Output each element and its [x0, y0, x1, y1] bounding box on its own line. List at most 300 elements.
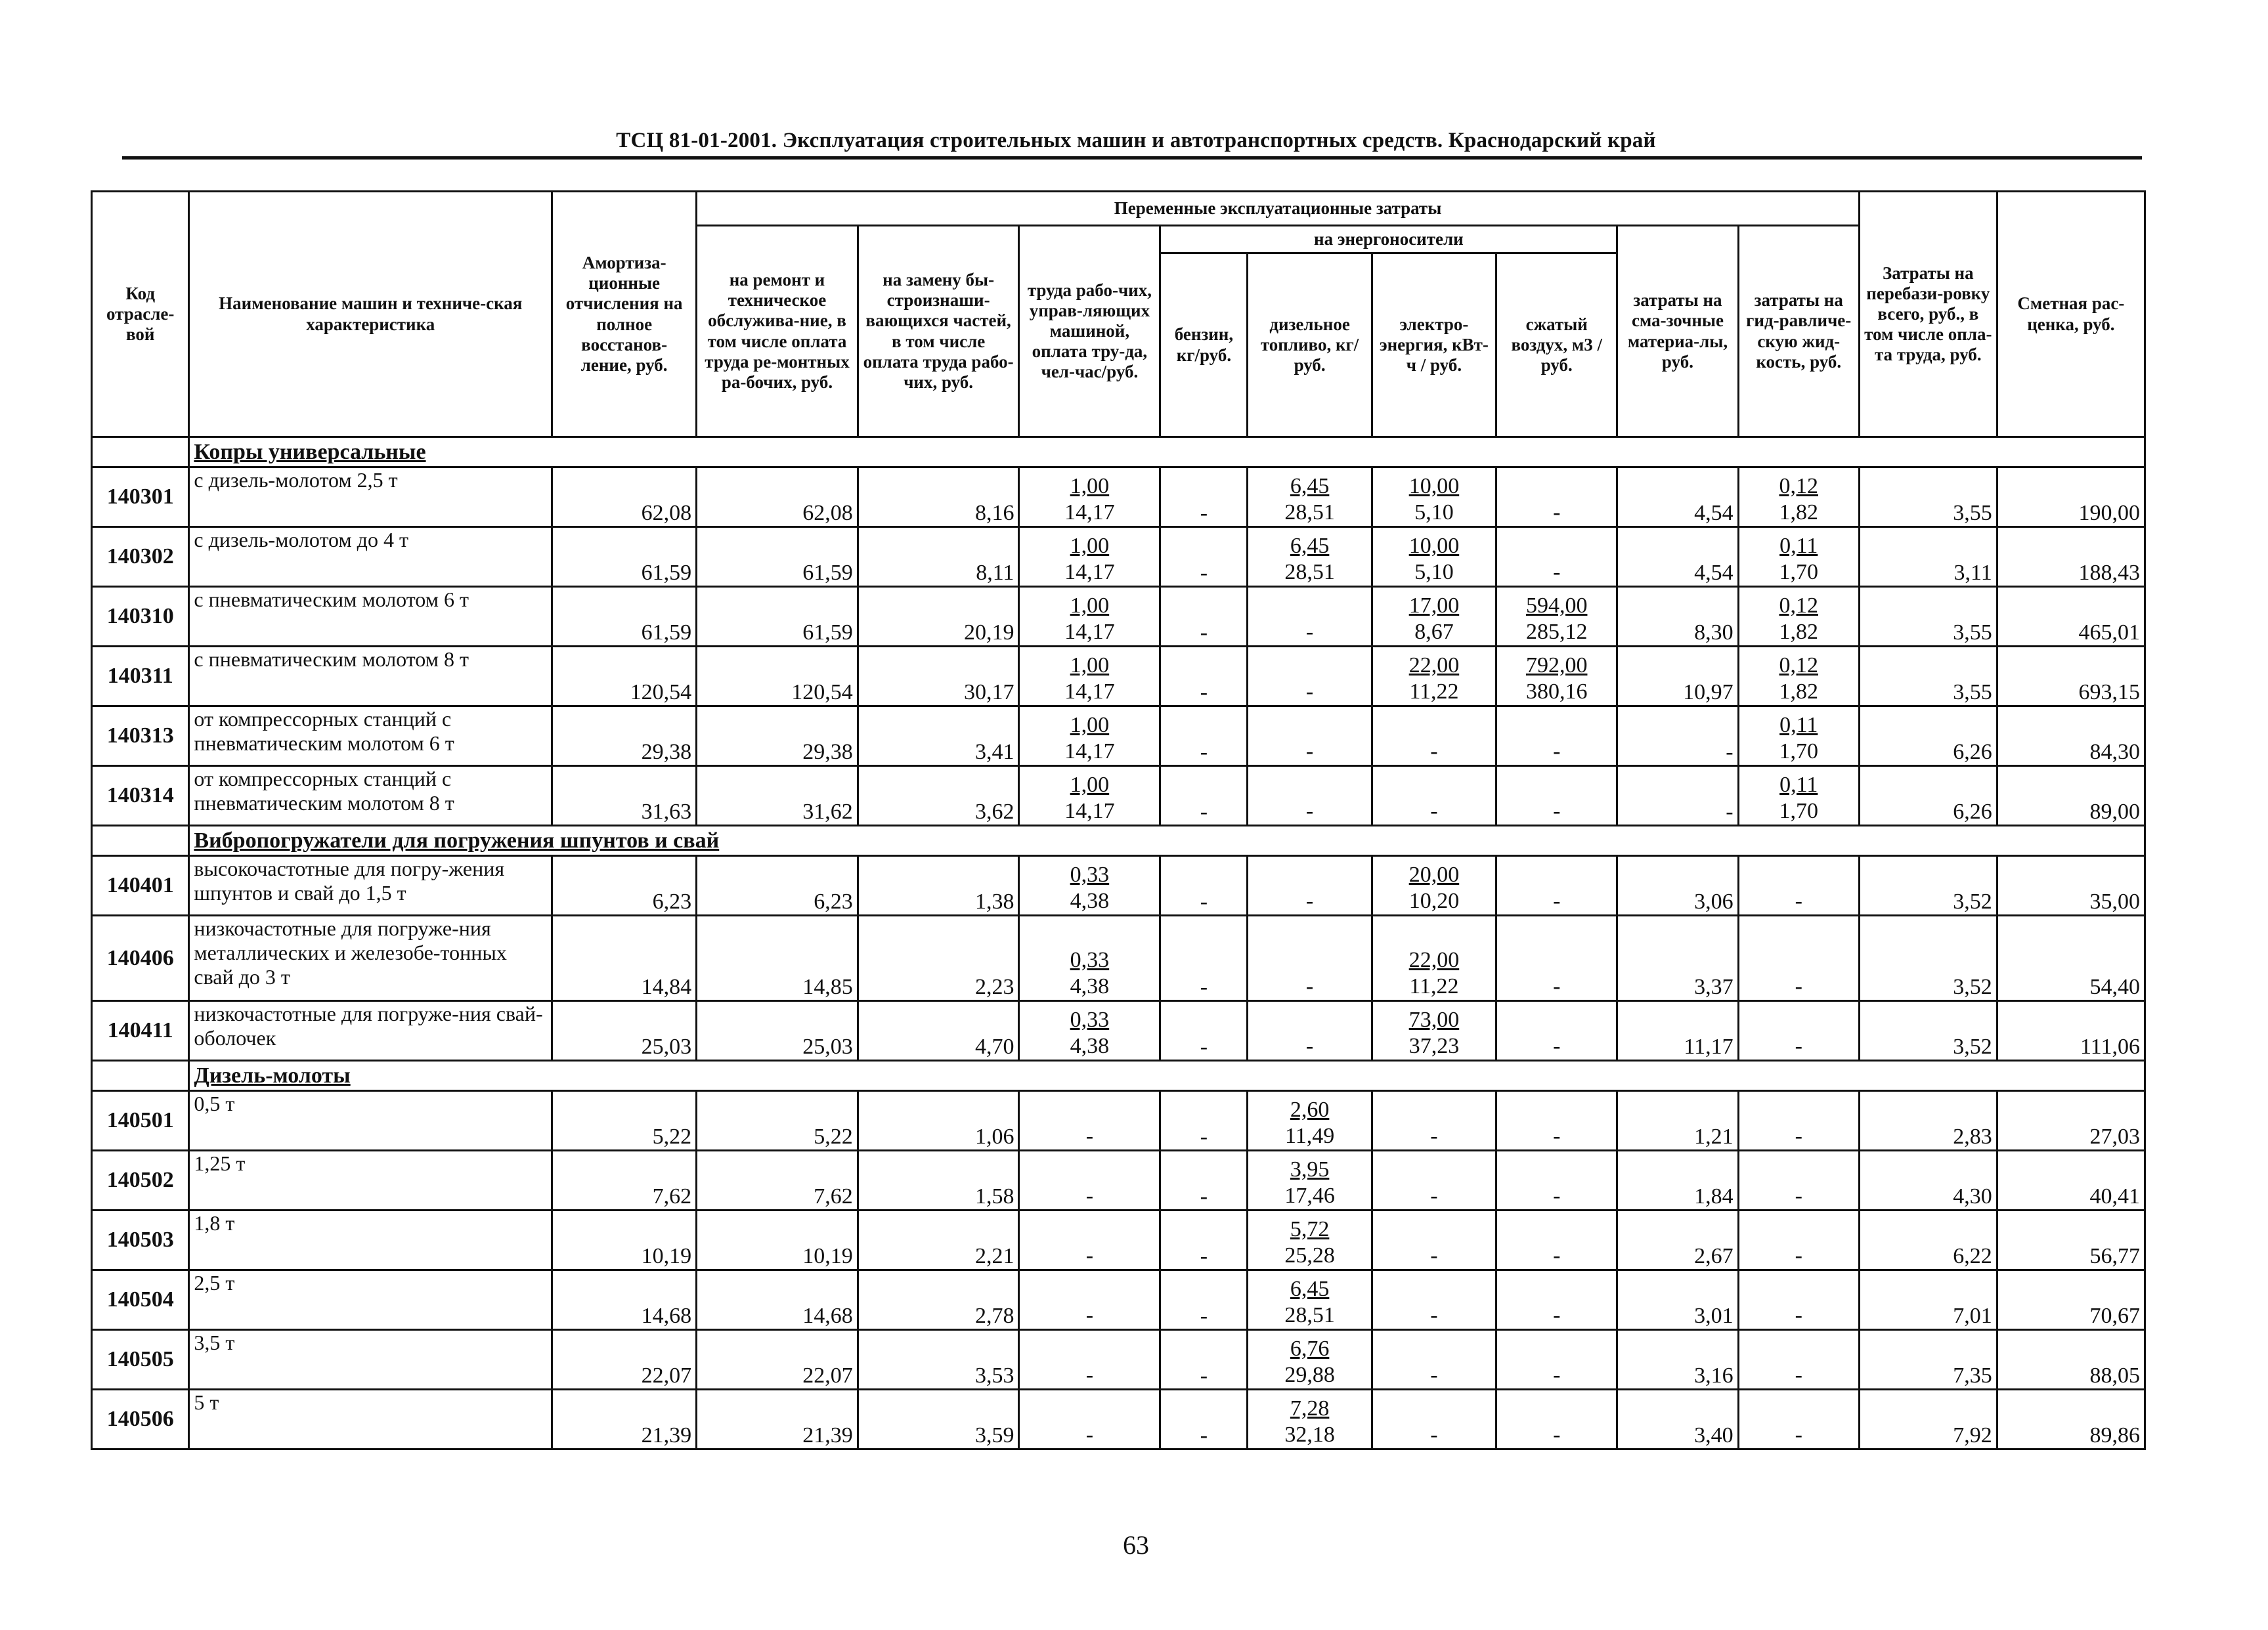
cell-air	[1496, 647, 1617, 706]
cell-lubricants: 8,30	[1617, 587, 1738, 647]
table-row	[92, 1001, 2145, 1061]
cell-parts: 3,41	[858, 706, 1019, 766]
group-code-cell	[92, 826, 189, 856]
cell-labor-bottom: 14,17	[1064, 798, 1115, 823]
cell-electricity-bottom: -	[1430, 1302, 1438, 1327]
cell-repair: 14,68	[697, 1270, 858, 1330]
cell-petrol: -	[1160, 766, 1248, 826]
cell-air-bottom: -	[1553, 974, 1561, 998]
cell-labor-bottom: 14,17	[1064, 619, 1115, 644]
cell-labor-fraction	[1064, 533, 1115, 586]
col-header-name: Наименование машин и техниче-ская характеристика	[189, 192, 552, 437]
cell-electricity-bottom: -	[1430, 1362, 1438, 1387]
cell-air-bottom: -	[1553, 1033, 1561, 1058]
col-header-electricity: электро-энергия, кВт-ч / руб.	[1372, 253, 1496, 437]
col-header-petrol: бензин, кг/руб.	[1160, 253, 1248, 437]
cell-amortization: 22,07	[552, 1330, 697, 1390]
cell-hydraulic-bottom: -	[1795, 1243, 1802, 1268]
cell-repair: 25,03	[697, 1001, 858, 1061]
col-header-repair: на ремонт и техническое обслужива-ние, в том числе оплата труда ре-монтных ра-бочих, руб.	[697, 226, 858, 437]
col-header-lubricants: затраты на сма-зочные материа-лы, руб.	[1617, 226, 1738, 437]
cell-labor-bottom: -	[1085, 1302, 1094, 1327]
cell-repair: 61,59	[697, 587, 858, 647]
cell-hydraulic-bottom: -	[1795, 974, 1802, 998]
cell-rate: 465,01	[1997, 587, 2145, 647]
cell-hydraulic-top: 0,12	[1779, 653, 1818, 677]
cell-air-top: 594,00	[1525, 593, 1588, 618]
table-body	[92, 437, 2145, 1449]
cell-rate: 693,15	[1997, 647, 2145, 706]
cell-diesel-bottom: 25,28	[1284, 1243, 1335, 1268]
cell-diesel-bottom: 28,51	[1284, 500, 1335, 525]
cell-air	[1496, 1211, 1617, 1270]
cell-rate: 89,86	[1997, 1390, 2145, 1449]
cell-labor-top: 0,33	[1070, 862, 1110, 887]
cell-hydraulic	[1738, 587, 1859, 647]
cell-electricity	[1372, 766, 1496, 826]
cell-parts: 2,23	[858, 916, 1019, 1001]
cell-labor	[1019, 1330, 1160, 1390]
cell-air	[1496, 1091, 1617, 1151]
cell-repair: 31,62	[697, 766, 858, 826]
cell-diesel-bottom: 17,46	[1284, 1183, 1335, 1208]
cell-hydraulic-bottom: 1,70	[1779, 559, 1818, 584]
group-title: Копры универсальные	[189, 437, 2145, 467]
cell-labor-bottom: -	[1085, 1123, 1094, 1148]
cell-petrol: -	[1160, 647, 1248, 706]
cell-labor-bottom: 14,17	[1064, 500, 1115, 525]
cell-electricity-bottom: 11,22	[1409, 974, 1459, 998]
cell-parts: 2,21	[858, 1211, 1019, 1270]
cell-amortization: 61,59	[552, 527, 697, 587]
group-code-cell	[92, 437, 189, 467]
cell-hydraulic	[1738, 766, 1859, 826]
cell-air-bottom: -	[1553, 1422, 1561, 1447]
group-title: Дизель-молоты	[189, 1061, 2145, 1091]
cell-hydraulic-fraction	[1795, 1362, 1802, 1388]
cell-electricity-bottom: 37,23	[1408, 1033, 1460, 1058]
cell-hydraulic-fraction	[1795, 1243, 1802, 1269]
cell-electricity-top: 10,00	[1408, 533, 1460, 558]
cell-relocation: 7,01	[1859, 1270, 1997, 1330]
cell-repair: 14,85	[697, 916, 858, 1001]
cell-diesel-top: 5,72	[1290, 1216, 1330, 1241]
cell-air-bottom: -	[1553, 1362, 1561, 1387]
cell-labor	[1019, 1211, 1160, 1270]
cell-hydraulic	[1738, 1390, 1859, 1449]
cell-petrol: -	[1160, 1001, 1248, 1061]
cell-diesel-fraction	[1306, 798, 1313, 825]
cell-hydraulic	[1738, 1270, 1859, 1330]
cell-hydraulic-fraction	[1795, 1123, 1802, 1149]
cell-electricity-top: 17,00	[1408, 593, 1460, 618]
cell-rate: 111,06	[1997, 1001, 2145, 1061]
cell-amortization: 14,84	[552, 916, 697, 1001]
cell-labor-fraction	[1070, 947, 1110, 1000]
cell-electricity-fraction	[1430, 1123, 1437, 1149]
cell-air-fraction	[1553, 798, 1560, 825]
cell-electricity-fraction	[1430, 1302, 1437, 1329]
cell-amortization: 25,03	[552, 1001, 697, 1061]
cell-relocation: 3,52	[1859, 856, 1997, 916]
cell-diesel-fraction	[1284, 533, 1335, 586]
cell-hydraulic-fraction	[1779, 712, 1818, 765]
cell-diesel-bottom: -	[1305, 974, 1314, 998]
cell-relocation: 6,26	[1859, 766, 1997, 826]
cell-electricity	[1372, 467, 1496, 527]
cell-rate: 54,40	[1997, 916, 2145, 1001]
cell-electricity-fraction	[1430, 1422, 1437, 1448]
cell-hydraulic	[1738, 1091, 1859, 1151]
cell-lubricants: -	[1617, 766, 1738, 826]
cell-air	[1496, 1001, 1617, 1061]
cell-electricity	[1372, 1001, 1496, 1061]
cell-lubricants: 1,21	[1617, 1091, 1738, 1151]
cell-electricity	[1372, 527, 1496, 587]
cell-relocation: 7,35	[1859, 1330, 1997, 1390]
cell-diesel-top: 7,28	[1290, 1396, 1330, 1421]
cell-relocation: 6,22	[1859, 1211, 1997, 1270]
cell-petrol: -	[1160, 1211, 1248, 1270]
cell-rate: 40,41	[1997, 1151, 2145, 1211]
cell-air-bottom: -	[1553, 500, 1561, 525]
cell-electricity	[1372, 1211, 1496, 1270]
cell-labor	[1019, 467, 1160, 527]
group-row	[92, 437, 2145, 467]
cell-relocation: 7,92	[1859, 1390, 1997, 1449]
cell-diesel-fraction	[1284, 1396, 1335, 1448]
cell-air	[1496, 706, 1617, 766]
cell-diesel	[1248, 527, 1372, 587]
cell-name: 5 т	[189, 1390, 552, 1449]
cell-petrol: -	[1160, 467, 1248, 527]
cell-lubricants: 1,84	[1617, 1151, 1738, 1211]
cell-diesel-bottom: 11,49	[1284, 1123, 1335, 1148]
cell-relocation: 4,30	[1859, 1151, 1997, 1211]
cell-electricity-fraction	[1409, 1007, 1460, 1060]
cell-electricity	[1372, 1330, 1496, 1390]
cell-rate: 188,43	[1997, 527, 2145, 587]
cell-diesel-fraction	[1306, 739, 1313, 765]
cell-petrol: -	[1160, 1270, 1248, 1330]
cell-diesel-fraction	[1306, 888, 1313, 914]
group-row	[92, 826, 2145, 856]
cell-hydraulic-fraction	[1779, 772, 1818, 825]
cell-hydraulic	[1738, 1001, 1859, 1061]
cell-hydraulic	[1738, 1330, 1859, 1390]
cell-hydraulic-fraction	[1795, 1422, 1802, 1448]
cell-electricity-top: 22,00	[1408, 947, 1460, 972]
cell-air-fraction	[1553, 1422, 1560, 1448]
cell-electricity-bottom: 5,10	[1414, 500, 1454, 525]
table-row	[92, 527, 2145, 587]
cell-lubricants: 4,54	[1617, 527, 1738, 587]
cell-relocation: 6,26	[1859, 706, 1997, 766]
cell-code: 140506	[92, 1390, 189, 1449]
cell-amortization: 10,19	[552, 1211, 697, 1270]
cell-labor	[1019, 1001, 1160, 1061]
cell-diesel-fraction	[1284, 1336, 1335, 1388]
cell-labor	[1019, 706, 1160, 766]
cell-labor-top: 1,00	[1070, 653, 1110, 677]
cell-hydraulic-top: 0,11	[1779, 712, 1818, 737]
col-header-energy-group: на энергоносители	[1160, 226, 1617, 253]
cell-diesel	[1248, 467, 1372, 527]
cell-air-bottom: -	[1553, 1123, 1561, 1148]
page-header-title: ТСЦ 81-01-2001. Эксплуатация строительных машин и автотранспортных средств. Краснодарский край	[616, 129, 1656, 152]
cell-repair: 21,39	[697, 1390, 858, 1449]
cell-air	[1496, 1390, 1617, 1449]
cell-rate: 56,77	[1997, 1211, 2145, 1270]
cell-repair: 5,22	[697, 1091, 858, 1151]
cell-rate: 190,00	[1997, 467, 2145, 527]
cell-petrol: -	[1160, 1330, 1248, 1390]
cell-relocation: 3,55	[1859, 647, 1997, 706]
cell-labor-bottom: 14,17	[1064, 739, 1115, 763]
cell-diesel	[1248, 1390, 1372, 1449]
cell-diesel-bottom: -	[1305, 888, 1314, 913]
cell-code: 140311	[92, 647, 189, 706]
cell-electricity	[1372, 856, 1496, 916]
cell-amortization: 21,39	[552, 1390, 697, 1449]
cell-electricity-fraction	[1430, 798, 1437, 825]
cell-hydraulic-bottom: 1,82	[1779, 679, 1818, 704]
cell-labor-top: 0,33	[1070, 1007, 1110, 1032]
cell-parts: 3,62	[858, 766, 1019, 826]
cell-air-fraction	[1553, 974, 1560, 1000]
cell-labor-bottom: -	[1085, 1422, 1094, 1447]
cell-air-bottom: -	[1553, 739, 1561, 763]
cell-relocation: 2,83	[1859, 1091, 1997, 1151]
table-row	[92, 1390, 2145, 1449]
cell-petrol: -	[1160, 1390, 1248, 1449]
cell-air-bottom: -	[1553, 1183, 1561, 1208]
cell-parts: 1,58	[858, 1151, 1019, 1211]
col-header-parts: на замену бы-строизнаши-вающихся частей, в том числе оплата труда рабо-чих, руб.	[858, 226, 1019, 437]
cell-labor-fraction	[1064, 473, 1115, 526]
cell-code: 140314	[92, 766, 189, 826]
cell-name: с дизель-молотом 2,5 т	[189, 467, 552, 527]
cell-diesel-bottom: 29,88	[1284, 1362, 1335, 1387]
cell-diesel-bottom: 28,51	[1284, 559, 1335, 584]
group-row	[92, 1061, 2145, 1091]
cell-parts: 2,78	[858, 1270, 1019, 1330]
cell-diesel	[1248, 706, 1372, 766]
cell-labor	[1019, 587, 1160, 647]
col-header-variable-group: Переменные эксплуатационные затраты	[697, 192, 1860, 226]
cell-air	[1496, 467, 1617, 527]
cell-relocation: 3,52	[1859, 916, 1997, 1001]
cell-labor-bottom: -	[1085, 1183, 1094, 1208]
cell-name: низкочастотные для погруже-ния металлических и железобе-тонных свай до 3 т	[189, 916, 552, 1001]
cell-labor-bottom: 4,38	[1070, 974, 1110, 998]
cell-name: высокочастотные для погру-жения шпунтов и свай до 1,5 т	[189, 856, 552, 916]
cell-air-bottom: 380,16	[1525, 679, 1588, 704]
cell-repair: 29,38	[697, 706, 858, 766]
cell-diesel-fraction	[1284, 473, 1335, 526]
cell-hydraulic	[1738, 467, 1859, 527]
cell-electricity-fraction	[1409, 473, 1460, 526]
cell-code: 140505	[92, 1330, 189, 1390]
cell-repair: 7,62	[697, 1151, 858, 1211]
cell-hydraulic-fraction	[1795, 1033, 1802, 1060]
cell-hydraulic-bottom: -	[1795, 1302, 1802, 1327]
cell-labor-top: 1,00	[1070, 533, 1110, 558]
col-header-code: Код отрасле-вой	[92, 192, 189, 437]
cell-electricity-bottom: -	[1430, 798, 1438, 823]
cell-relocation: 3,11	[1859, 527, 1997, 587]
cell-name: с дизель-молотом до 4 т	[189, 527, 552, 587]
cell-parts: 1,38	[858, 856, 1019, 916]
cell-parts: 8,16	[858, 467, 1019, 527]
cell-rate: 70,67	[1997, 1270, 2145, 1330]
cell-labor-fraction	[1086, 1422, 1093, 1448]
cell-electricity	[1372, 1270, 1496, 1330]
cell-hydraulic-fraction	[1779, 653, 1818, 705]
cell-electricity	[1372, 587, 1496, 647]
cell-electricity-bottom: -	[1430, 1123, 1438, 1148]
table-row	[92, 1151, 2145, 1211]
group-title: Вибропогружатели для погружения шпунтов и свай	[189, 826, 2145, 856]
cell-petrol: -	[1160, 916, 1248, 1001]
cell-electricity-fraction	[1409, 653, 1460, 705]
cell-code: 140504	[92, 1270, 189, 1330]
cell-diesel-top: 6,76	[1290, 1336, 1330, 1361]
cell-air-fraction	[1553, 1362, 1560, 1388]
cell-hydraulic-fraction	[1795, 974, 1802, 1000]
cell-repair: 10,19	[697, 1211, 858, 1270]
cell-air-fraction	[1553, 1033, 1560, 1060]
cell-labor-top: 1,00	[1070, 772, 1110, 797]
rates-table-container	[91, 190, 2146, 1450]
cell-amortization: 120,54	[552, 647, 697, 706]
cell-hydraulic	[1738, 1211, 1859, 1270]
cell-air-bottom: -	[1553, 559, 1561, 584]
cell-labor	[1019, 1151, 1160, 1211]
cell-hydraulic	[1738, 706, 1859, 766]
cell-air-fraction	[1553, 888, 1560, 914]
table-row	[92, 587, 2145, 647]
cell-code: 140302	[92, 527, 189, 587]
cell-labor-bottom: -	[1085, 1243, 1094, 1268]
cell-parts: 3,59	[858, 1390, 1019, 1449]
cell-diesel-bottom: -	[1305, 619, 1314, 644]
cell-hydraulic-top: 0,11	[1779, 533, 1818, 558]
cell-hydraulic	[1738, 856, 1859, 916]
cell-hydraulic-top: 0,12	[1779, 473, 1818, 498]
cell-electricity-fraction	[1409, 533, 1460, 586]
cell-name: 1,25 т	[189, 1151, 552, 1211]
cell-labor-fraction	[1064, 772, 1115, 825]
cell-code: 140301	[92, 467, 189, 527]
cell-electricity	[1372, 916, 1496, 1001]
cell-diesel	[1248, 587, 1372, 647]
table-row	[92, 1091, 2145, 1151]
cell-diesel-bottom: -	[1305, 739, 1314, 763]
cell-electricity	[1372, 1151, 1496, 1211]
cell-electricity-fraction	[1409, 593, 1460, 645]
cell-rate: 89,00	[1997, 766, 2145, 826]
cell-amortization: 61,59	[552, 587, 697, 647]
table-row	[92, 1330, 2145, 1390]
cell-hydraulic-fraction	[1779, 473, 1818, 526]
cell-labor-fraction	[1064, 712, 1115, 765]
cell-rate: 27,03	[1997, 1091, 2145, 1151]
cell-electricity-bottom: -	[1430, 1183, 1438, 1208]
cell-electricity-top: 22,00	[1408, 653, 1460, 677]
cell-diesel-top: 6,45	[1290, 473, 1330, 498]
cell-labor-bottom: 14,17	[1064, 679, 1115, 704]
cell-diesel-bottom: -	[1305, 1033, 1314, 1058]
cell-name: с пневматическим молотом 8 т	[189, 647, 552, 706]
cell-hydraulic	[1738, 1151, 1859, 1211]
cell-labor	[1019, 527, 1160, 587]
cell-amortization: 6,23	[552, 856, 697, 916]
table-row	[92, 766, 2145, 826]
cell-electricity-bottom: 10,20	[1408, 888, 1460, 913]
cell-hydraulic-bottom: 1,82	[1779, 619, 1818, 644]
cell-air-bottom: -	[1553, 1243, 1561, 1268]
cell-diesel	[1248, 916, 1372, 1001]
cell-hydraulic-fraction	[1795, 888, 1802, 914]
cell-hydraulic	[1738, 916, 1859, 1001]
cell-lubricants: 3,01	[1617, 1270, 1738, 1330]
cell-diesel-top: 6,45	[1290, 533, 1330, 558]
cell-name: от компрессорных станций с пневматическим молотом 6 т	[189, 706, 552, 766]
col-header-rate: Сметная рас-ценка, руб.	[1997, 192, 2145, 437]
cell-labor	[1019, 647, 1160, 706]
cell-electricity-bottom: -	[1430, 739, 1438, 763]
cell-amortization: 31,63	[552, 766, 697, 826]
cell-air-fraction	[1553, 1243, 1560, 1269]
cell-parts: 3,53	[858, 1330, 1019, 1390]
cell-electricity-bottom: 5,10	[1414, 559, 1454, 584]
cell-repair: 62,08	[697, 467, 858, 527]
header-rule	[122, 156, 2142, 160]
cell-labor-top: 1,00	[1070, 473, 1110, 498]
cell-diesel	[1248, 1330, 1372, 1390]
cell-air-fraction	[1553, 500, 1560, 526]
cell-diesel-bottom: 28,51	[1284, 1302, 1335, 1327]
cell-petrol: -	[1160, 587, 1248, 647]
cell-diesel-fraction	[1284, 1216, 1335, 1269]
cell-repair: 22,07	[697, 1330, 858, 1390]
table-row	[92, 1211, 2145, 1270]
cell-labor-fraction	[1070, 1007, 1110, 1060]
cell-hydraulic-bottom: -	[1795, 888, 1802, 913]
cell-air	[1496, 1151, 1617, 1211]
cell-rate: 84,30	[1997, 706, 2145, 766]
cell-parts: 20,19	[858, 587, 1019, 647]
table-header	[92, 192, 2145, 437]
cell-name: 3,5 т	[189, 1330, 552, 1390]
cell-lubricants: 2,67	[1617, 1211, 1738, 1270]
cell-labor-fraction	[1086, 1243, 1093, 1269]
cell-rate: 35,00	[1997, 856, 2145, 916]
cell-hydraulic-fraction	[1795, 1302, 1802, 1329]
cell-labor	[1019, 856, 1160, 916]
cell-electricity-bottom: 11,22	[1409, 679, 1459, 704]
cell-amortization: 62,08	[552, 467, 697, 527]
cell-electricity-bottom: -	[1430, 1422, 1438, 1447]
cell-air-bottom: -	[1553, 888, 1561, 913]
cell-rate: 88,05	[1997, 1330, 2145, 1390]
cell-air	[1496, 527, 1617, 587]
cell-diesel	[1248, 1270, 1372, 1330]
cell-diesel-fraction	[1285, 1097, 1334, 1149]
cell-code: 140411	[92, 1001, 189, 1061]
cell-code: 140406	[92, 916, 189, 1001]
